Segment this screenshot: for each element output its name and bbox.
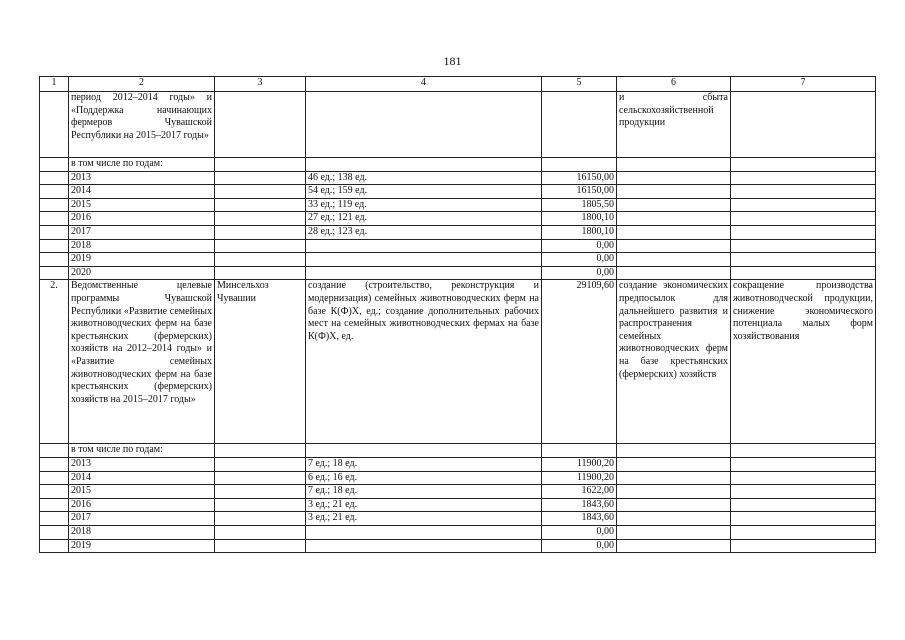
empty-cell [617,471,731,485]
col-header-5: 5 [542,77,617,92]
amount-cell: 11900,20 [542,457,617,471]
empty-cell [731,225,876,239]
indicator-cell [306,253,542,267]
empty-cell [215,185,306,199]
indicator-cell: 7 ед.; 18 ед. [306,457,542,471]
amount-cell: 0,00 [542,239,617,253]
empty-cell [731,457,876,471]
year-cell: 2016 [69,498,215,512]
amount-cell: 0,00 [542,525,617,539]
years-label-row [40,158,876,172]
expected-result: создание экономических предпосылок для дальнейшего развития и распространения семейных животноводческих ферм на базе крестьянских (фермерских) хозяйств [617,280,731,444]
year-row [40,485,876,499]
empty-cell [40,185,69,199]
amount-cell: 1843,60 [542,512,617,526]
empty-cell [40,539,69,553]
empty-cell [215,512,306,526]
empty-cell [215,525,306,539]
empty-cell [40,485,69,499]
year-row [40,539,876,553]
empty-cell [215,239,306,253]
indicator-cell [306,266,542,280]
col-header-4: 4 [306,77,542,92]
indicator-cell: 46 ед.; 138 ед. [306,171,542,185]
years-block-2 [40,457,876,552]
empty-cell [617,212,731,226]
empty-cell [731,539,876,553]
year-cell: 2019 [69,539,215,553]
empty-cell [731,185,876,199]
indicator-cell: 54 ед.; 159 ед. [306,185,542,199]
empty-cell [617,485,731,499]
year-row [40,185,876,199]
year-cell: 2020 [69,266,215,280]
year-cell: 2015 [69,198,215,212]
empty-cell [40,525,69,539]
year-row [40,171,876,185]
year-cell: 2017 [69,225,215,239]
continued-objective: и сбыта сельскохозяйственной продукции [617,92,731,158]
empty-cell [617,498,731,512]
empty-cell [40,225,69,239]
year-row [40,525,876,539]
empty-cell [40,512,69,526]
amount-cell: 11900,20 [542,471,617,485]
empty-cell [731,525,876,539]
year-row [40,253,876,267]
empty-cell [617,225,731,239]
empty-cell [731,253,876,267]
indicator-cell: 27 ед.; 121 ед. [306,212,542,226]
empty-cell [731,212,876,226]
col-header-1: 1 [40,77,69,92]
column-number-row [40,77,876,92]
page-number: 181 [443,54,462,68]
empty-cell [215,198,306,212]
indicator-cell: 7 ед.; 18 ед. [306,485,542,499]
year-row [40,198,876,212]
indicator-cell: 6 ед.; 16 ед. [306,471,542,485]
empty-cell [617,525,731,539]
year-row [40,225,876,239]
year-cell: 2017 [69,512,215,526]
amount-cell: 1800,10 [542,212,617,226]
empty-cell [731,471,876,485]
amount-cell: 1805,50 [542,198,617,212]
year-cell: 2018 [69,239,215,253]
empty-cell [215,266,306,280]
years-label: в том числе по годам: [69,158,215,172]
empty-cell [617,457,731,471]
indicator-cell [306,539,542,553]
year-cell: 2015 [69,485,215,499]
year-cell: 2013 [69,171,215,185]
empty-cell [731,512,876,526]
years-label: в том числе по годам: [69,444,215,458]
year-row [40,498,876,512]
row-number: 2. [40,280,69,444]
indicator-cell: 33 ед.; 119 ед. [306,198,542,212]
empty-cell [215,253,306,267]
empty-cell [731,498,876,512]
empty-cell [40,498,69,512]
empty-cell [731,239,876,253]
indicator-cell [306,239,542,253]
continued-row [40,92,876,158]
empty-cell [731,266,876,280]
year-row [40,471,876,485]
target-indicators: создание (строительство, реконструкция и модернизация) семейных животноводческих ферм на базе К(Ф)Х, ед.; создание дополнительных рабочих мест на семейных животноводческих фермах на базе К(Ф)Х, ед. [306,280,542,444]
program-table [39,76,876,553]
funding-total: 29109,60 [542,280,617,444]
empty-cell [40,457,69,471]
empty-cell [617,171,731,185]
empty-cell [617,539,731,553]
year-cell: 2018 [69,525,215,539]
empty-cell [215,485,306,499]
empty-cell [617,239,731,253]
amount-cell: 1622,00 [542,485,617,499]
empty-cell [617,198,731,212]
col-header-7: 7 [731,77,876,92]
empty-cell [40,471,69,485]
responsible-executor: Минсельхоз Чувашии [215,280,306,444]
col-header-3: 3 [215,77,306,92]
empty-cell [617,185,731,199]
empty-cell [215,539,306,553]
empty-cell [40,198,69,212]
amount-cell: 0,00 [542,539,617,553]
empty-cell [40,171,69,185]
empty-cell [617,512,731,526]
year-row [40,212,876,226]
year-cell: 2013 [69,457,215,471]
indicator-cell: 28 ед.; 123 ед. [306,225,542,239]
empty-cell [215,171,306,185]
amount-cell: 16150,00 [542,185,617,199]
year-cell: 2014 [69,471,215,485]
empty-cell [215,212,306,226]
year-row [40,266,876,280]
amount-cell: 1800,10 [542,225,617,239]
indicator-cell: 3 ед.; 21 ед. [306,512,542,526]
empty-cell [215,471,306,485]
empty-cell [40,266,69,280]
program-name: Ведомственные целевые программы Чувашской Республики «Развитие семейных животноводческих ферм на базе крестьянских (фермерских) хозяйств на 2012–2014 годы» и «Развитие семейных животноводческих ферм на базе крестьянских (фермерских) хозяйств на 2015–2017 годы» [69,280,215,444]
empty-cell [731,198,876,212]
year-row [40,512,876,526]
empty-cell [617,266,731,280]
years-block-1 [40,171,876,280]
continued-program-name: период 2012–2014 годы» и «Поддержка начинающих фермеров Чувашской Республики на 2015–2017 годы» [69,92,215,158]
years-label-row-2 [40,444,876,458]
program-row-2 [40,280,876,444]
year-row [40,239,876,253]
empty-cell [40,253,69,267]
amount-cell: 0,00 [542,253,617,267]
empty-cell [215,457,306,471]
empty-cell [731,485,876,499]
indicator-cell [306,525,542,539]
empty-cell [215,498,306,512]
year-cell: 2016 [69,212,215,226]
amount-cell: 1843,60 [542,498,617,512]
empty-cell [40,212,69,226]
indicator-cell: 3 ед.; 21 ед. [306,498,542,512]
year-row [40,457,876,471]
year-cell: 2019 [69,253,215,267]
empty-cell [40,239,69,253]
year-cell: 2014 [69,185,215,199]
risk-consequences: сокращение производства животноводческой продукции, снижение экономического потенциала малых форм хозяйствования [731,280,876,444]
empty-cell [617,253,731,267]
empty-cell [731,171,876,185]
empty-cell [215,225,306,239]
col-header-6: 6 [617,77,731,92]
amount-cell: 0,00 [542,266,617,280]
amount-cell: 16150,00 [542,171,617,185]
col-header-2: 2 [69,77,215,92]
